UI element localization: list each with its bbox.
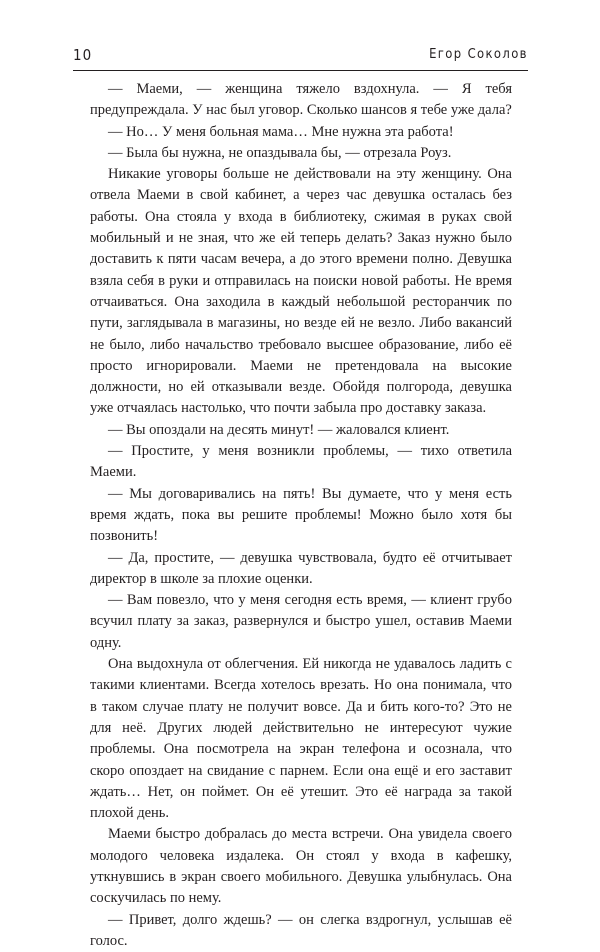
paragraph: — Но… У меня больная мама… Мне нужна эта работа! — [108, 123, 454, 140]
page-number: 10 — [73, 46, 93, 64]
page-header — [73, 46, 528, 68]
paragraph: — Мы договаривались на пять! Вы думаете, что у меня есть время ждать, пока вы решите проблемы! Можно было хотя бы позвонить! — [90, 485, 512, 545]
paragraph: — Да, простите, — девушка чувствовала, будто её отчитывает директор в школе за плохие оценки. — [90, 549, 512, 587]
header-rule — [73, 70, 528, 71]
paragraph: Маеми быстро добралась до места встречи. Она увидела своего молодого человека издалека. Он стоял у входа в кафешку, уткнувшись в экран своего мобильного. Девушка улыбнулась. Она соскучилась по нему. — [90, 826, 512, 907]
body-text — [90, 79, 512, 952]
paragraph: — Вы опоздали на десять минут! — жаловался клиент. — [108, 421, 450, 438]
paragraph: — Простите, у меня возникли проблемы, — тихо ответила Маеми. — [90, 443, 512, 481]
paragraph: — Была бы нужна, не опаздывала бы, — отрезала Роуз. — [108, 144, 452, 161]
paragraph: — Маеми, — женщина тяжело вздохнула. — Я тебя предупреждала. У нас был уговор. Сколько шансов я тебе уже дала? — [90, 81, 512, 119]
paragraph: Она выдохнула от облегчения. Ей никогда не удавалось ладить с такими клиентами. Всегда хотелось врезать. Но она понимала, что в таком случае плату не получит вовсе. Да и бить кого-то? Это не для неё. Других людей действительно не интересуют чужие проблемы. Она посмотрела на экран телефона и осознала, что скоро опоздает на свидание с парнем. Если она ещё и его заставит ждать… Нет, он поймет. Он её утешит. Это её награда за такой плохой день. — [90, 656, 512, 822]
paragraph: — Вам повезло, что у меня сегодня есть время, — клиент грубо всучил плату за заказ, развернулся и быстро ушел, оставив Маеми одну. — [90, 592, 512, 651]
paragraph: Никакие уговоры больше не действовали на эту женщину. Она отвела Маеми в свой кабинет, а через час девушка осталась без работы. Она стояла у входа в библиотеку, сжимая в руках свой мобильный и не зная, что же ей теперь делать? Заказ нужно было доставить к пяти часам вечера, а до этого времени полно. Девушка взяла себя в руки и отправилась на поиски новой работы. Не время отчаиваться. Она заходила в каждый небольшой ресторанчик по пути, заглядывала в магазины, но везде ей не везло. Либо вакансий не было, либо начальство требовало высшее образование, либо её просто игнорировали. Маеми не претендовала на высокие должности, но ей отказывали везде. Обойдя полгорода, девушка уже отчаялась настолько, что почти забыла про доставку заказа. — [90, 166, 512, 417]
running-head-author: Егор Соколов — [429, 46, 528, 62]
paragraph: — Привет, долго ждешь? — он слегка вздрогнул, услышав её голос. — [90, 911, 512, 949]
